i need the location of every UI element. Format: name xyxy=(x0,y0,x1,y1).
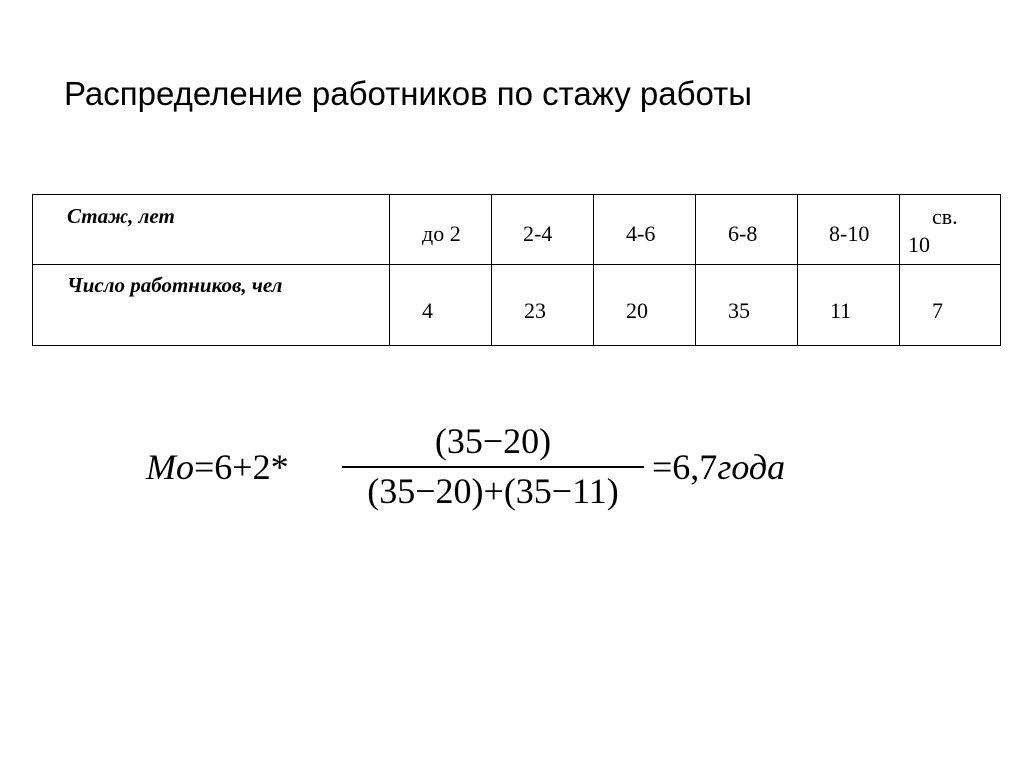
table-row-workers xyxy=(33,265,1001,346)
fraction-bar xyxy=(342,466,644,468)
formula-fraction xyxy=(342,420,644,520)
formula-lhs-expression: =6+2* xyxy=(194,447,289,487)
formula-lhs xyxy=(146,446,289,488)
count-value: 35 xyxy=(728,298,750,323)
interval-label-last-line2: 10 xyxy=(908,232,930,257)
interval-label: 6-8 xyxy=(728,221,758,246)
table-cell xyxy=(900,195,1001,265)
count-value: 7 xyxy=(932,298,943,323)
interval-label-last-line1: св. xyxy=(932,204,958,229)
table-cell xyxy=(390,195,492,265)
row-header-workers: Число работников, чел xyxy=(67,273,283,297)
row-header-cell xyxy=(33,265,390,346)
table-cell xyxy=(696,265,798,346)
table-cell xyxy=(798,195,900,265)
formula-result-value: =6,7 xyxy=(652,447,718,487)
slide-title: Распределение работников по стажу работы xyxy=(64,75,752,112)
table-cell xyxy=(594,195,696,265)
interval-label: 2-4 xyxy=(523,221,553,246)
mode-formula xyxy=(146,420,846,520)
formula-result-unit: года xyxy=(717,447,786,487)
interval-label: 4-6 xyxy=(626,221,656,246)
count-value: 20 xyxy=(626,298,648,323)
formula-mode-symbol: Mo xyxy=(146,447,194,487)
table-cell xyxy=(798,265,900,346)
formula-denominator: (35−20)+(35−11) xyxy=(367,471,619,511)
row-header-experience: Стаж, лет xyxy=(67,204,175,228)
formula-numerator: (35−20) xyxy=(434,421,552,461)
table-cell xyxy=(900,265,1001,346)
table-cell xyxy=(594,265,696,346)
table-cell xyxy=(696,195,798,265)
table-cell xyxy=(390,265,492,346)
table-row-experience xyxy=(33,195,1001,265)
row-header-cell xyxy=(33,195,390,265)
count-value: 23 xyxy=(524,298,546,323)
table-cell xyxy=(492,265,594,346)
interval-label: 8-10 xyxy=(829,221,870,246)
interval-label-last xyxy=(908,203,958,259)
experience-table xyxy=(32,194,1001,346)
count-value: 11 xyxy=(830,298,852,323)
interval-label: до 2 xyxy=(422,221,461,246)
table-cell xyxy=(492,195,594,265)
formula-result xyxy=(652,446,785,488)
count-value: 4 xyxy=(422,298,433,323)
